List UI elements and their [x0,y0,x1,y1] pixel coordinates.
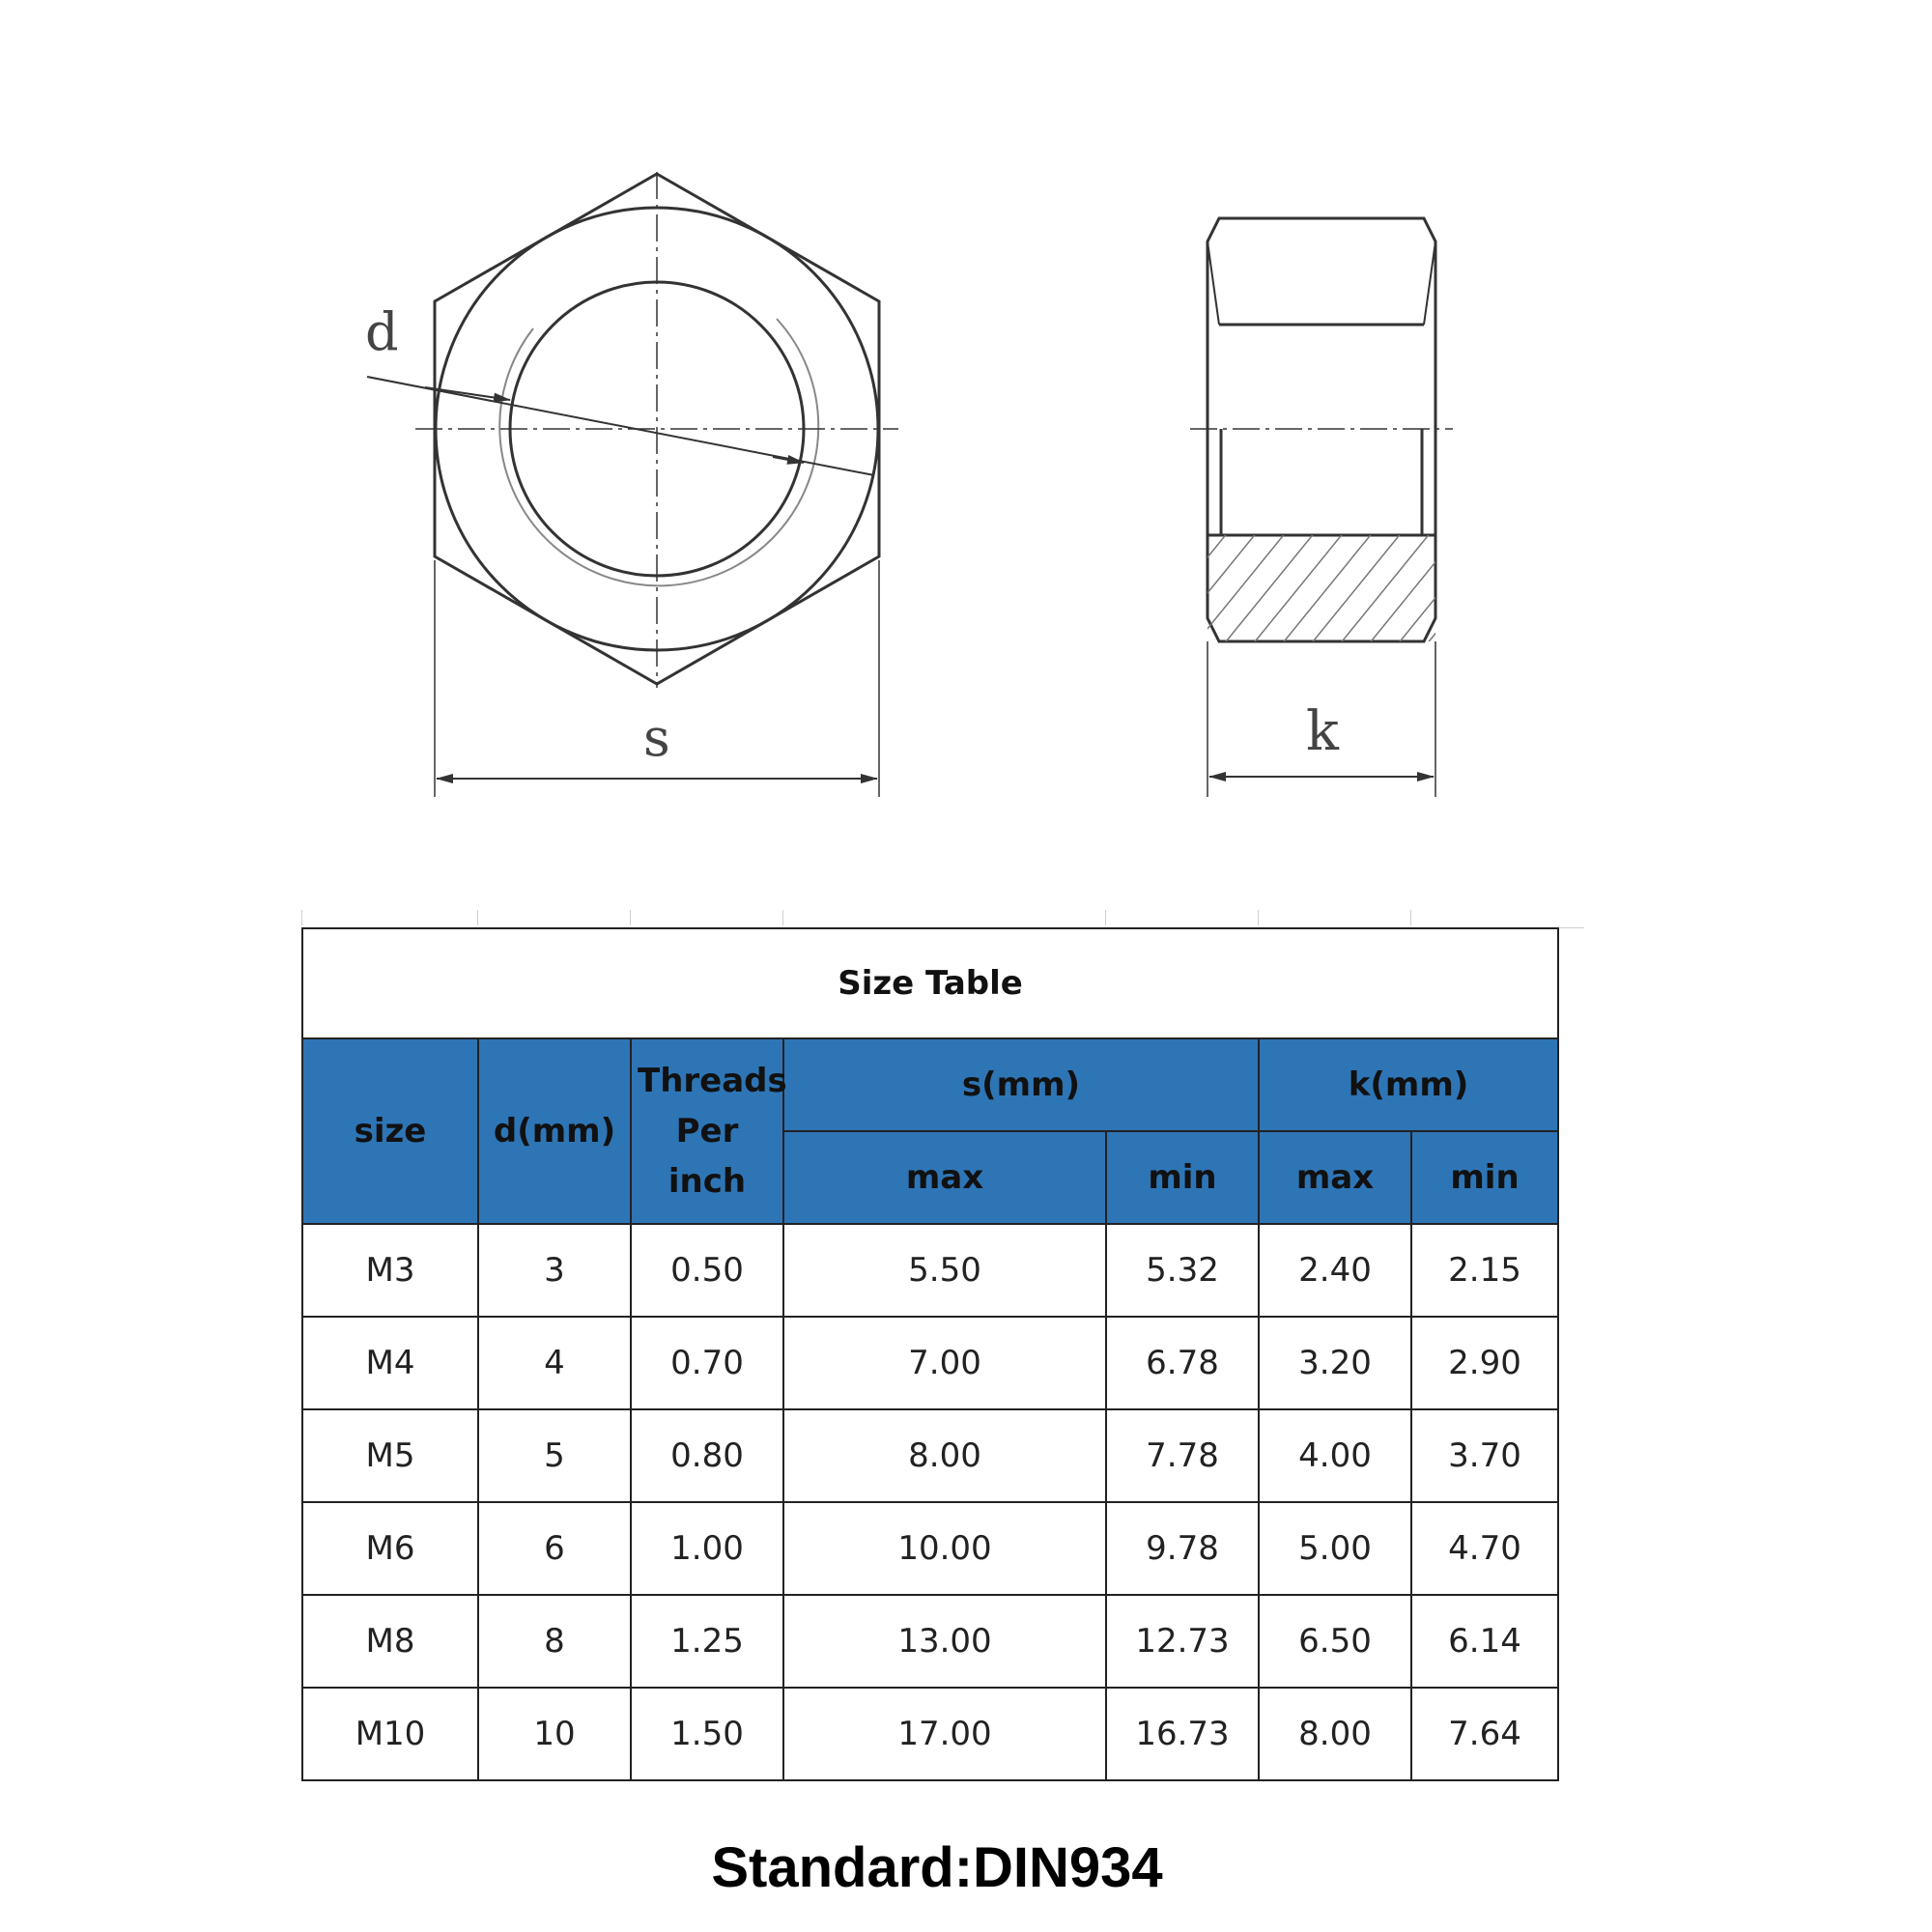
label-k: k [1306,700,1339,763]
grid-tick [301,910,302,925]
cell-threads: 1.25 [631,1595,783,1688]
cell-threads: 1.00 [631,1502,783,1595]
cell-s-min: 7.78 [1106,1409,1259,1502]
grid-tick [1410,910,1411,925]
cell-d: 4 [478,1317,631,1409]
table-row [302,1688,1558,1780]
table-title: Size Table [302,928,1558,1038]
side-outline [1208,218,1435,641]
table-row [302,1409,1558,1502]
table-row [302,1595,1558,1688]
grid-tick [782,910,783,925]
section-hatching [1111,522,1526,676]
cell-d: 10 [478,1688,631,1780]
cell-size: M4 [302,1317,478,1409]
header-s-min: min [1106,1131,1259,1224]
cell-s-max: 10.00 [783,1502,1106,1595]
cell-k-max: 2.40 [1259,1224,1411,1317]
grid-tick [477,910,478,925]
cell-k-min: 2.90 [1411,1317,1558,1409]
header-k-max: max [1259,1131,1411,1224]
side-face-edge-left [1208,242,1219,325]
table-row [302,1224,1558,1317]
grid-tick [1105,910,1106,925]
cell-s-max: 17.00 [783,1688,1106,1780]
cell-k-max: 6.50 [1259,1595,1411,1688]
cell-threads: 1.50 [631,1688,783,1780]
cell-size: M3 [302,1224,478,1317]
cell-size: M8 [302,1595,478,1688]
cell-s-max: 13.00 [783,1595,1106,1688]
cell-d: 8 [478,1595,631,1688]
table-header-row [302,1038,1558,1131]
cell-s-min: 12.73 [1106,1595,1259,1688]
header-d: d(mm) [478,1038,631,1224]
cell-k-max: 5.00 [1259,1502,1411,1595]
cell-threads: 0.80 [631,1409,783,1502]
header-s-max: max [783,1131,1106,1224]
cell-k-min: 2.15 [1411,1224,1558,1317]
front-view [367,172,898,797]
cell-d: 6 [478,1502,631,1595]
header-threads: Threads Per inch [631,1038,783,1224]
header-k-min: min [1411,1131,1558,1224]
header-k: k(mm) [1259,1038,1558,1131]
cell-s-max: 8.00 [783,1409,1106,1502]
header-s: s(mm) [783,1038,1259,1131]
cell-d: 5 [478,1409,631,1502]
cell-k-max: 8.00 [1259,1688,1411,1780]
side-face-edge-right [1424,242,1435,325]
table-row [302,1317,1558,1409]
standard-caption: Standard:DIN934 [711,1836,1163,1899]
cell-s-min: 6.78 [1106,1317,1259,1409]
grid-tick [1258,910,1259,925]
header-size: size [302,1038,478,1224]
grid-tick [630,910,631,925]
cell-s-max: 5.50 [783,1224,1106,1317]
cell-s-min: 16.73 [1106,1688,1259,1780]
cell-size: M10 [302,1688,478,1780]
cell-threads: 0.50 [631,1224,783,1317]
hex-nut-drawing [0,0,1932,869]
cell-k-min: 3.70 [1411,1409,1558,1502]
grid-tick [1557,927,1584,928]
cell-d: 3 [478,1224,631,1317]
cell-threads: 0.70 [631,1317,783,1409]
cell-k-min: 4.70 [1411,1502,1558,1595]
cell-s-min: 5.32 [1106,1224,1259,1317]
thread-arc [499,319,818,585]
cell-k-min: 7.64 [1411,1688,1558,1780]
cell-size: M6 [302,1502,478,1595]
cell-k-max: 3.20 [1259,1317,1411,1409]
cell-s-max: 7.00 [783,1317,1106,1409]
label-s: s [643,707,670,768]
size-table [301,927,1559,1781]
table-row [302,1502,1558,1595]
table-title-row [302,928,1558,1038]
cell-size: M5 [302,1409,478,1502]
cell-k-min: 6.14 [1411,1595,1558,1688]
label-d: d [365,301,399,362]
cell-s-min: 9.78 [1106,1502,1259,1595]
cell-k-max: 4.00 [1259,1409,1411,1502]
